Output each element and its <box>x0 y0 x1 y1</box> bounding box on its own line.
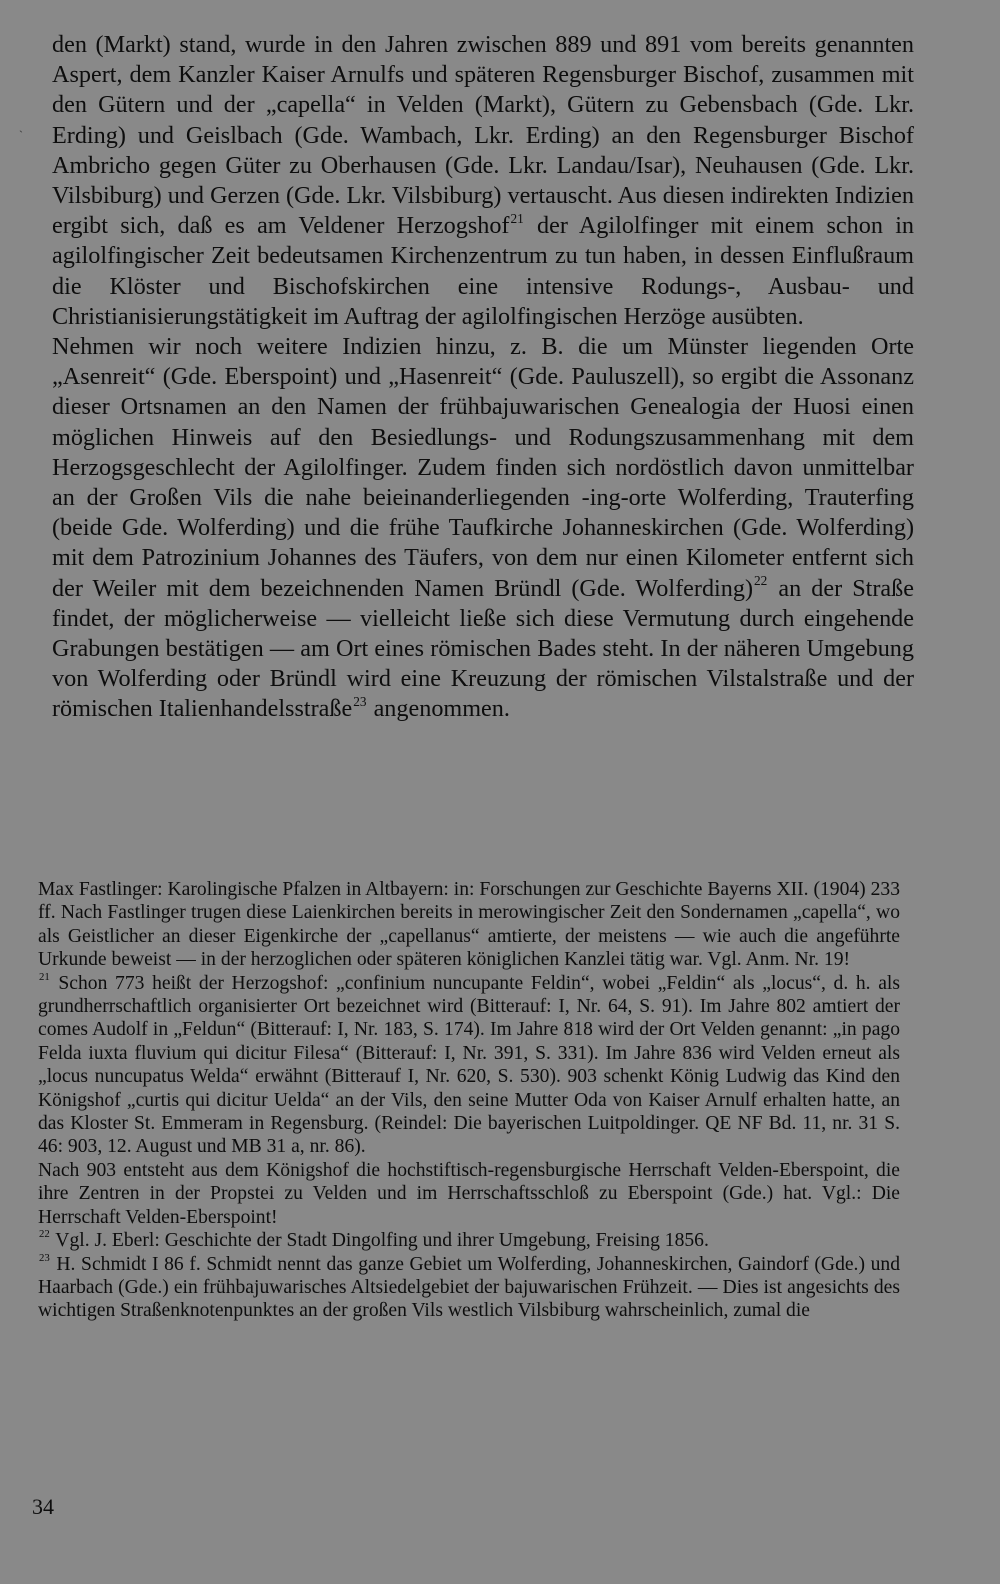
footnote-21-number: 21 <box>39 971 50 984</box>
paragraph-1-part-1: den (Markt) stand, wurde in den Jahren zwischen 889 und 891 vom bereits genannten Aspert, dem Kanzler Kaiser Arnulfs und späteren Regensburger Bischof, zusammen mit den Gütern und der „capella“ in Velden (Markt), Gütern zu Gebensbach (Gde. Lkr. Erding) und Geislbach (Gde. Wambach, Lkr. Erding) an den Regensburger Bischof Ambricho gegen Güter zu Oberhausen (Gde. Lkr. Landau/Isar), Neuhausen (Gde. Lkr. Vilsbiburg) und Gerzen (Gde. Lkr. Vilsbiburg) vertauscht. Aus diesen indirekten Indizien ergibt sich, daß es am Veldener Herzogshof <box>52 31 914 240</box>
footnote-22-number: 22 <box>39 1228 50 1241</box>
footnote-23 <box>38 1253 900 1323</box>
footnote-20-continuation: Max Fastlinger: Karolingische Pfalzen in Altbayern: in: Forschungen zur Geschichte Bayerns XII. (1904) 233 ff. Nach Fastlinger trugen diese Laienkirchen bereits in merowingischer Zeit den Sondernamen „capella“, wo als Geistlicher an dieser Eigenkirche der „capellanus“ amtierte, der meistens — wie auch die angeführte Urkunde beweist — in der herzoglichen oder späteren königlichen Kanzlei tätig war. Vgl. Anm. Nr. 19! <box>38 879 900 971</box>
margin-mark: ` <box>19 128 23 142</box>
footnote-23-number: 23 <box>39 1251 50 1264</box>
paragraph-2-part-1: Nehmen wir noch weitere Indizien hinzu, z. B. die um Münster liegenden Orte „Asenreit“ (Gde. Eberspoint) und „Hasenreit“ (Gde. Pauluszell), so ergibt die Assonanz dieser Ortsnamen an den Namen der frühbajuwarischen Genealogia der Huosi einen möglichen Hinweis auf den Besiedlungs- und Rodungszusammenhang mit dem Herzogsgeschlecht der Agilolfinger. Zudem finden sich nordöstlich davon unmittelbar an der Großen Vils die nahe beieinanderliegenden -ing-orte Wolferding, Trauterfing (beide Gde. Wolferding) und die frühe Taufkirche Johanneskirchen (Gde. Wolferding) mit dem Patrozinium Johannes des Täufers, von dem nur einen Kilometer entfernt sich der Weiler mit dem bezeichnenden Namen Bründl (Gde. Wolferding) <box>52 333 914 602</box>
paragraph-2-part-2: an der Straße findet, der möglicherweise — vielleicht ließe sich diese Vermutung durch eingehende Grabungen bestätigen — am Ort eines römischen Bades steht. In der näheren Umgebung von Wolferding oder Bründl wird eine Kreuzung der römischen Vilstalstraße und der römischen Italienhandelsstraße <box>52 574 914 723</box>
footnote-21 <box>38 972 900 1159</box>
paragraph-2-part-3: angenommen. <box>367 695 510 723</box>
footnote-ref-21: 21 <box>510 210 524 226</box>
footnote-23-text: H. Schmidt I 86 f. Schmidt nennt das ganze Gebiet um Wolferding, Johanneskirchen, Gaindorf (Gde.) und Haarbach (Gde.) ein frühbajuwarisches Altsiedelgebiet der bajuwarischen Frühzeit. — Dies ist angesichts des wichtigen Straßenknotenpunktes an der großen Vils westlich Vilsbiburg wahrscheinlich, zumal die <box>38 1253 900 1322</box>
footnote-21-text: Schon 773 heißt der Herzogshof: „confinium nuncupante Feldin“, wobei „Feldin“ als „locus“, d. h. als grundherrschaftlich organisierter Ort bezeichnet wird (Bitterauf: I, Nr. 64, S. 91). Im Jahre 802 amtiert der comes Audolf in „Feldun“ (Bitterauf: I, Nr. 183, S. 174). Im Jahre 818 wird der Ort Velden genannt: „in pago Felda iuxta fluvium qui dicitur Filesa“ (Bitterauf: I, Nr. 391, S. 331). Im Jahre 836 wird Velden erneut als „locus nuncupatus Welda“ erwähnt (Bitterauf I, Nr. 620, S. 530). 903 schenkt König Ludwig das Kind den Königshof „curtis qui dicitur Uelda“ an der Vils, den seine Mutter Oda von Kaiser Arnulf erhalten hatte, an das Kloster St. Emmeram in Regensburg. (Reindel: Die bayerischen Luitpoldinger. QE NF Bd. 11, nr. 31 S. 46: 903, 12. August und MB 31 a, nr. 86). <box>38 972 900 1158</box>
paragraph-1-part-2: der Agilolfinger mit einem schon in agilolfingischer Zeit bedeutsamen Kirchenzentrum zu tun haben, in dessen Einflußraum die Klöster und Bischofskirchen eine intensive Rodungs-, Ausbau- und Christianisierungstätigkeit im Auftrag der agilolfingischen Herzöge ausübten. <box>52 212 915 330</box>
footnote-ref-22: 22 <box>754 573 768 589</box>
paragraph-2 <box>52 332 914 725</box>
paragraph-1 <box>52 30 914 332</box>
footnotes <box>38 878 900 1323</box>
footnote-21-continued: Nach 903 entsteht aus dem Königshof die hochstiftisch-regensburgische Herrschaft Velden-Eberspoint, die ihre Zentren in der Propstei zu Velden und im Herrschaftsschloß zu Eberspoint (Gde.) hat. Vgl.: Die Herrschaft Velden-Eberspoint! <box>38 1159 900 1228</box>
main-text <box>52 30 914 725</box>
footnote-22-text: Vgl. J. Eberl: Geschichte der Stadt Dingolfing und ihrer Umgebung, Freising 1856. <box>50 1230 709 1252</box>
page-number: 34 <box>32 1494 54 1519</box>
footnote-ref-23: 23 <box>353 693 367 709</box>
footnote-22 <box>38 1229 900 1252</box>
